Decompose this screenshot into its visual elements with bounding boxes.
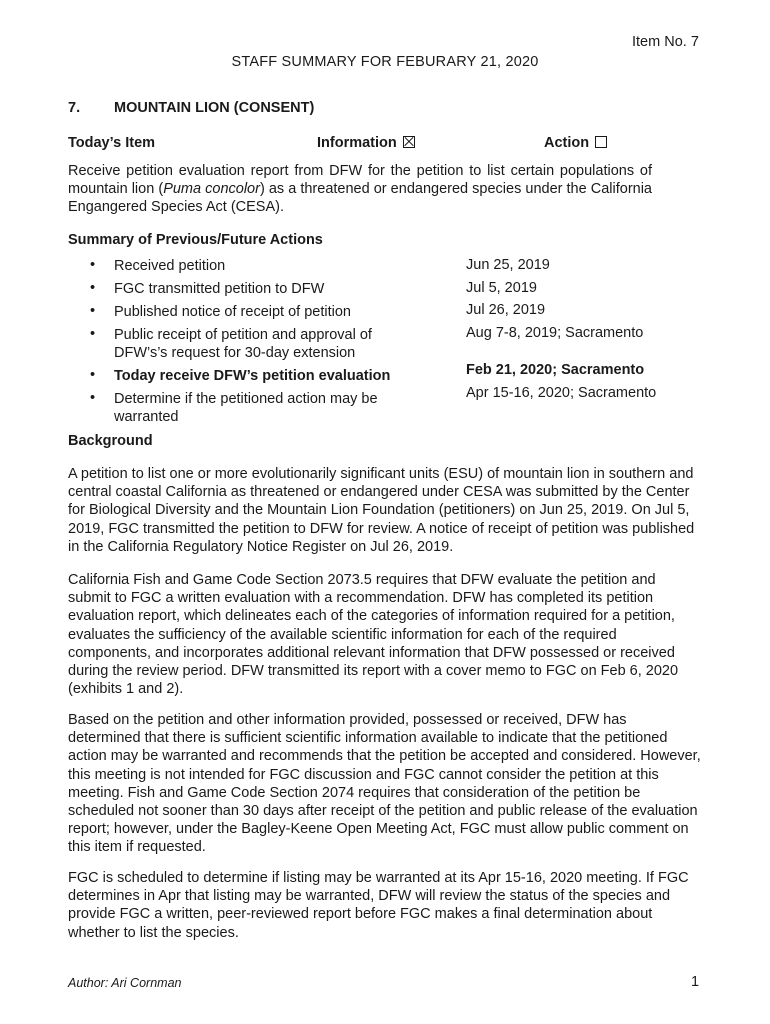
bullet-icon: •	[90, 367, 96, 383]
action-item-date: Feb 21, 2020; Sacramento	[466, 362, 645, 378]
action-option	[544, 135, 607, 151]
action-item-date: Jun 25, 2019	[466, 257, 550, 273]
action-item-text: Public receipt of petition and approval of DFW’s’s request for 30-day extension	[114, 327, 372, 362]
background-paragraph: California Fish and Game Code Section 2073.5 requires that DFW evaluate the petition and submit to FGC a written evaluation with a recommendation. DFW has completed its petition evaluation report, which delineates each of the categories of information required for a petition, evaluates the sufficiency of the available scientific information for each of the required components, and incorporates additional relevant information that DFW possessed or received during the review period. DFW transmitted its report with a cover memo to FGC on Feb 6, 2020 (exhibits 1 and 2).	[68, 572, 679, 698]
action-item-text: Today receive DFW’s petition evaluation	[114, 368, 391, 384]
section-title: MOUNTAIN LION (CONSENT)	[114, 100, 315, 116]
action-item-text: Received petition	[114, 258, 226, 274]
background-paragraph: A petition to list one or more evolutionarily significant units (ESU) of mountain lion in southern and central coastal California as threatened or endangered under CESA was submitted by the Center for Biological Diversity and the Mountain Lion Foundation (petitioners) on Jun 25, 2019. On Jul 5, 2019, FGC transmitted the petition to DFW for review. A notice of receipt of petition was published in the California Regulatory Notice Register on Jul 26, 2019.	[68, 466, 695, 555]
bullet-icon: •	[90, 326, 96, 342]
action-item-text: Published notice of receipt of petition	[114, 304, 351, 320]
actions-heading: Summary of Previous/Future Actions	[68, 232, 323, 248]
information-option	[317, 135, 415, 151]
action-item-date: Jul 26, 2019	[466, 302, 546, 318]
page-title: STAFF SUMMARY FOR FEBURARY 21, 2020	[231, 54, 539, 70]
action-item-date: Aug 7-8, 2019; Sacramento	[466, 325, 644, 341]
action-item-date: Jul 5, 2019	[466, 280, 537, 296]
species-name: Puma concolor	[163, 181, 260, 198]
background-heading: Background	[68, 433, 153, 449]
background-paragraph: Based on the petition and other information provided, possessed or received, DFW has determined that there is sufficient scientific information available to indicate that the petitioned action may be warranted and recommends that the petition be accepted and considered. However, this meeting is not intended for FGC discussion and FGC cannot consider the petition at this meeting. Fish and Game Code Section 2074 requires that consideration of the petition be scheduled not sooner than 30 days after receipt of the petition and public release of the evaluation report; however, under the Bagley-Keene Open Meeting Act, FGC must allow public comment on this item if requested.	[68, 712, 701, 856]
action-item-text: Determine if the petitioned action may be warranted	[114, 391, 378, 426]
todays-item-label: Today’s Item	[68, 135, 156, 151]
page-number: 1	[691, 974, 700, 990]
empty-box-icon	[595, 136, 607, 148]
checked-box-icon	[403, 136, 415, 148]
action-label: Action	[544, 135, 590, 151]
bullet-icon: •	[90, 257, 96, 273]
action-item-text: FGC transmitted petition to DFW	[114, 281, 325, 297]
action-item-date: Apr 15-16, 2020; Sacramento	[466, 385, 657, 401]
bullet-icon: •	[90, 280, 96, 296]
information-label: Information	[317, 135, 397, 151]
background-paragraph: FGC is scheduled to determine if listing may be warranted at its Apr 15-16, 2020 meeting. If FGC determines in Apr that listing may be warranted, DFW will review the status of the species and provide FGC a written, peer-reviewed report before FGC makes a final determination about whether to list the species.	[68, 870, 689, 941]
section-number: 7.	[68, 100, 81, 116]
bullet-icon: •	[90, 390, 96, 406]
item-number: Item No. 7	[632, 34, 699, 50]
footer-author: Author: Ari Cornman	[68, 976, 182, 990]
item-summary: Receive petition evaluation report from DFW for the petition to list certain populations of mountain lion (Puma concolor) as a threatened or endangered species under the California Engangered Species Act (CESA).	[68, 163, 652, 216]
bullet-icon: •	[90, 303, 96, 319]
